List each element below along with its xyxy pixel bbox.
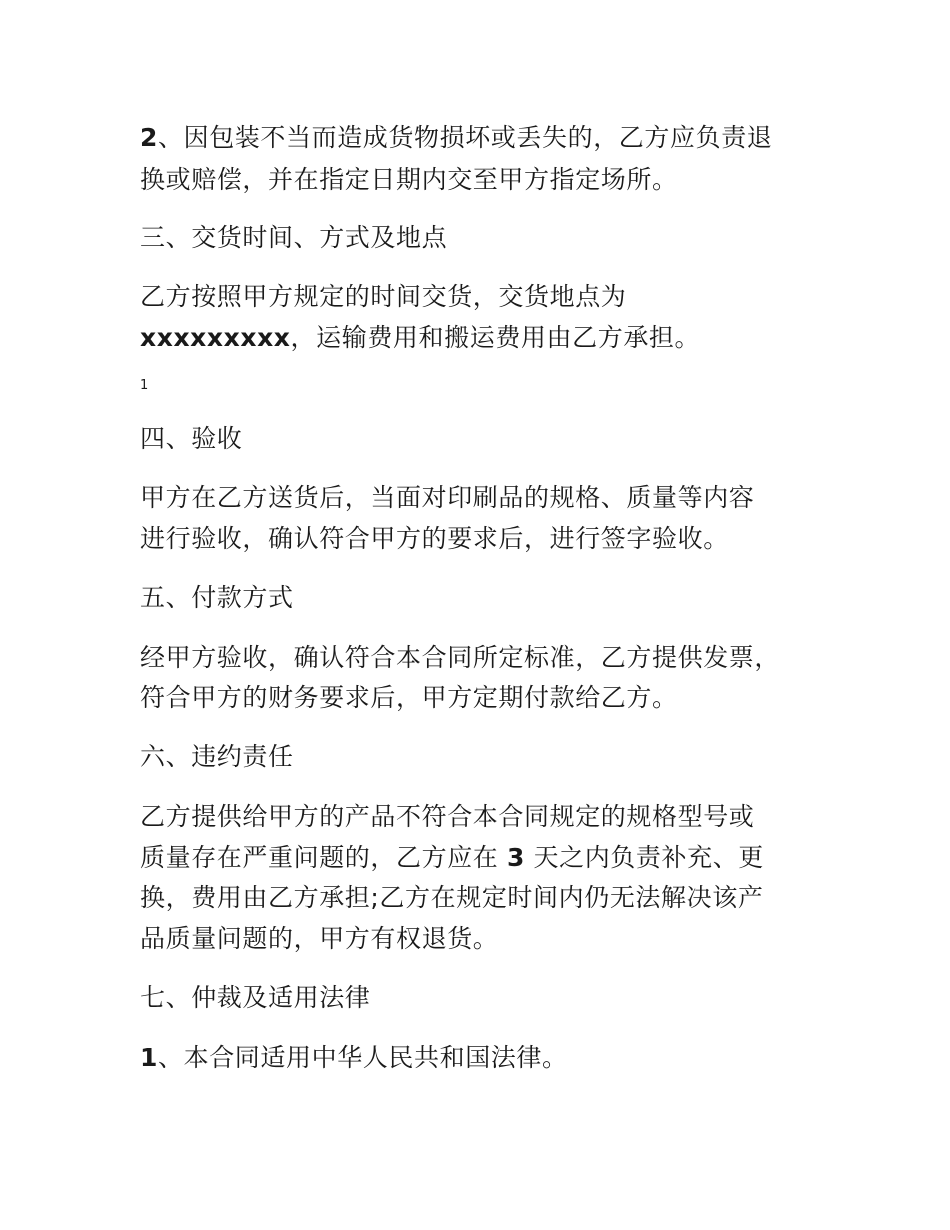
arbitration-item-1 — [140, 1038, 568, 1078]
delivery-paragraph-line-2 — [140, 318, 700, 358]
section-heading-delivery: 三、交货时间、方式及地点 — [140, 223, 448, 252]
payment-paragraph-line-2: 符合甲方的财务要求后，甲方定期付款给乙方。 — [140, 683, 678, 712]
liability-paragraph-line-4: 品质量问题的，甲方有权退货。 — [140, 924, 499, 953]
item-number: 2 — [140, 123, 158, 152]
delivery-text: ，运输费用和搬运费用由乙方承担。 — [290, 323, 701, 352]
liability-days: 3 — [506, 843, 525, 872]
liability-text-post: 天之内负责补充、更 — [524, 843, 764, 872]
acceptance-paragraph-line-1: 甲方在乙方送货后，当面对印刷品的规格、质量等内容 — [140, 483, 755, 512]
liability-paragraph-line-1: 乙方提供给甲方的产品不符合本合同规定的规格型号或 — [140, 802, 755, 831]
payment-paragraph-line-1: 经甲方验收，确认符合本合同所定标准，乙方提供发票， — [140, 643, 781, 672]
section-heading-payment: 五、付款方式 — [140, 583, 294, 612]
section-heading-acceptance: 四、验收 — [140, 424, 243, 453]
item-2-line-1 — [140, 118, 772, 158]
liability-text-pre: 质量存在严重问题的，乙方应在 — [140, 843, 507, 872]
liability-paragraph-line-2 — [140, 838, 764, 878]
acceptance-paragraph-line-2: 进行验收，确认符合甲方的要求后，进行签字验收。 — [140, 524, 729, 553]
item-text: 、因包装不当而造成货物损坏或丢失的，乙方应负责退 — [158, 123, 773, 152]
liability-paragraph-line-3: 换，费用由乙方承担;乙方在规定时间内仍无法解决该产 — [140, 883, 764, 912]
section-heading-liability: 六、违约责任 — [140, 742, 294, 771]
section-heading-arbitration: 七、仲裁及适用法律 — [140, 983, 371, 1012]
delivery-paragraph-line-1: 乙方按照甲方规定的时间交货，交货地点为 — [140, 282, 627, 311]
delivery-location-placeholder: xxxxxxxxx — [140, 323, 291, 352]
page-number: 1 — [140, 378, 149, 393]
item-number: 1 — [140, 1043, 158, 1072]
item-text: 、本合同适用中华人民共和国法律。 — [158, 1043, 568, 1072]
item-2-line-2: 换或赔偿，并在指定日期内交至甲方指定场所。 — [140, 165, 678, 194]
